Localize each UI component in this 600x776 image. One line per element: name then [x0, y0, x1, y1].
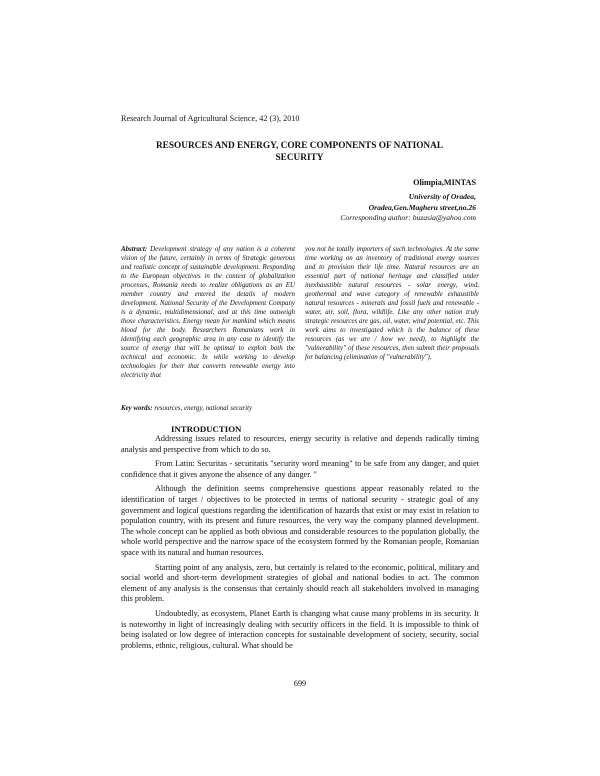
author-name: Olimpia,MINTAS	[413, 178, 476, 187]
title-line-1: RESOURCES AND ENERGY, CORE COMPONENTS OF NATIONAL	[155, 141, 444, 151]
abstract-label: Abstract:	[121, 246, 148, 253]
paper-title	[121, 141, 478, 164]
abstract-column-right	[305, 245, 479, 380]
title-line-2: SECURITY	[275, 152, 324, 163]
keywords	[121, 405, 252, 412]
keywords-label: Key words:	[121, 405, 153, 412]
affiliation-address: Oradea,Gen.Magheru street,no.26	[368, 202, 476, 212]
journal-header: Research Journal of Agricultural Science, 42 (3), 2010	[121, 114, 300, 123]
paragraph: Undoubtedly, as ecosystem, Planet Earth is changing what cause many problems in its security. It is noteworthy in light of increasingly dealing with security officers in the field. It is impossible to think of being isolated or low degree of interaction concepts for sustainable development of society, security, social problems, ethnic, religious, cultural. What should be	[121, 608, 479, 650]
abstract-column-left	[121, 245, 295, 380]
affiliation-university: University of Oradea,	[408, 192, 476, 201]
section-heading-introduction: INTRODUCTION	[171, 424, 242, 434]
introduction-body	[121, 434, 479, 655]
paragraph: Addressing issues related to resources, energy security is relative and depends radically timing analysis and perspective from which to do so.	[121, 434, 479, 454]
abstract	[121, 245, 479, 380]
corresponding-author: Corresponding author: buzasia@yahoo.com	[340, 213, 476, 222]
paragraph: From Latin: Securitas - securitatis "security word meaning" to be safe from any danger, and quiet confidence that it gives anyone the absence of any danger. "	[121, 459, 479, 479]
affiliation-block	[340, 192, 476, 224]
paragraph: Although the definition seems comprehensive questions appear reasonably related to the identification of target / objectives to be protected in terms of national security - strategic goal of any government and logical questions regarding the identification of hazards that exist or may exist in relation to population country, with its present and future resources, the very way the company planned development. The whole concept can be applied as both obvious and considerable resources to the population globally, the whole world perspective and the narrow space of the ecosystem formed by the Romanian people, Romanian space with its natural and human resources.	[121, 484, 479, 557]
abstract-text-right: you not be totally importers of such technologies. At the same time working on an inventory of traditional energy sources and to provision their life time. Natural resources are an essential part of national heritage and classified under inexhaustible natural resources - solar energy, wind, geothermal and wave category of renewable exhaustible natural resources - minerals and fossil fuels and renewable - water, air, soil, flora, wildlife. Like any other nation truly strategic resources are gas, oil, water, wind potential, etc. This work aims to investigated which is the balance of these resources (as we are / how we need), to highlight the "vulnerability" of these resources, then submit their proposals for balancing (elimination of "vulnerability").	[305, 246, 479, 361]
keywords-text: resources, energy, national security	[154, 405, 253, 412]
abstract-text-left: Development strategy of any nation is a coherent vision of the future, certainly in terms of Strategic generous and realistic concept of sustainable development. Responding to the European objectives in the context of globalization processes, Romania needs to realize obligations as an EU member country and entered the details of modern development. National Security of the Development Company is a dynamic, multidimensional, and at this time outweigh those characteristics. Energy mean for mankind which means blood for the body. Researchers Romanians work in identifying each geographic area in any case to identify the source of energy that will be optimal to exploit both the technical and economic. In while working to develop technologies for their that converts renewable energy into electricity that	[121, 246, 295, 379]
paragraph: Starting point of any analysis, zero, but certainly is related to the economic, political, military and social world and short-term development strategies of global and national bodies to act. The common element of any analysis is the consensus that certainly should reach all stakeholders involved in managing this problem.	[121, 562, 479, 604]
page-number: 699	[293, 679, 307, 688]
